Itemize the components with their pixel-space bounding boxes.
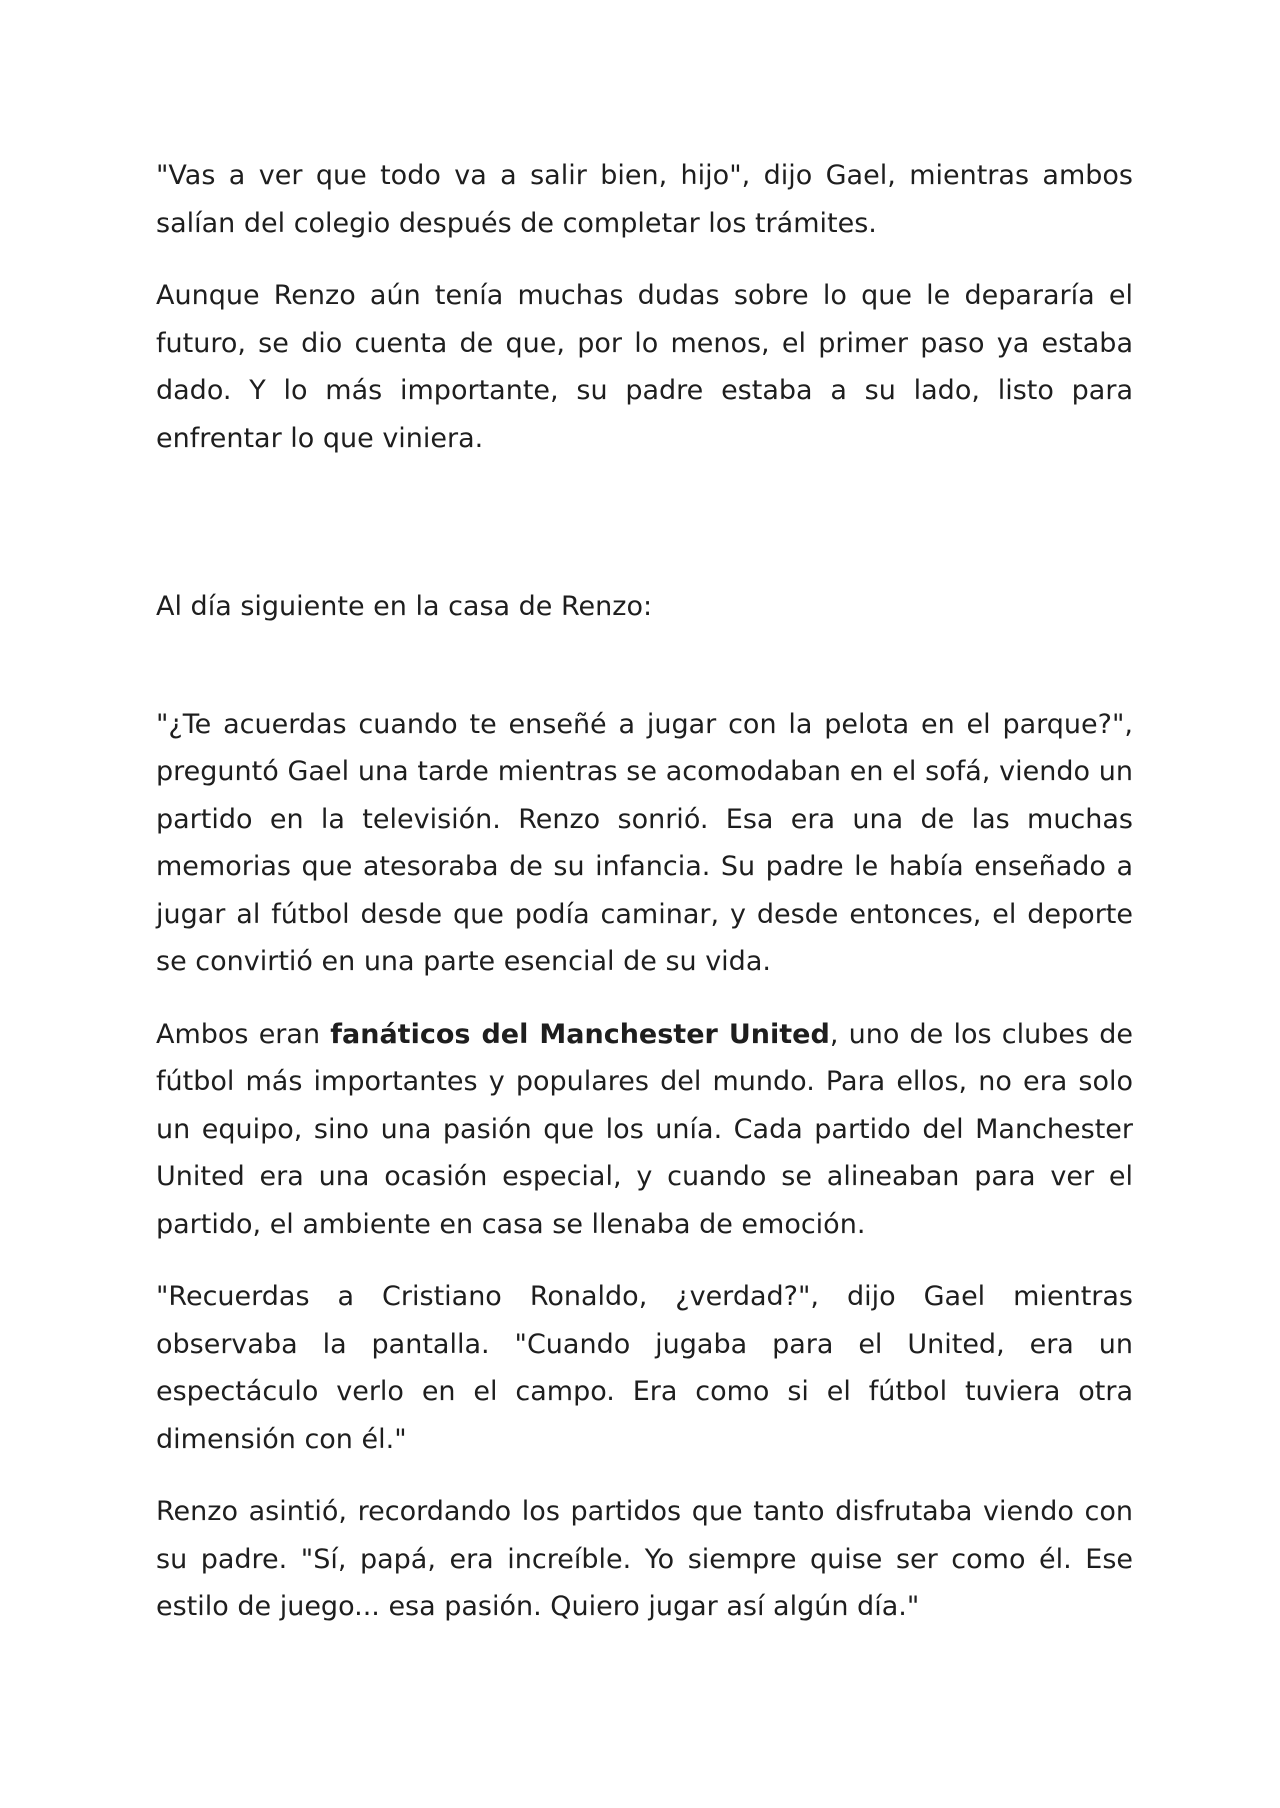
paragraph-4: [156, 1011, 1133, 1249]
paragraph-1: "Vas a ver que todo va a salir bien, hijo", dijo Gael, mientras ambos salían del colegio después de completar los trámites.: [156, 160, 1133, 239]
section-spacer: [156, 487, 1133, 583]
paragraph-4-start: Ambos eran: [156, 1018, 331, 1050]
paragraph-6: Renzo asintió, recordando los partidos que tanto disfrutaba viendo con su padre. "Sí, papá, era increíble. Yo siempre quise ser como él. Ese estilo de juego... esa pasión. Quiero jugar así algún día.": [156, 1496, 1133, 1622]
document-body: [156, 152, 1133, 1656]
paragraph-3: "¿Te acuerdas cuando te enseñé a jugar con la pelota en el parque?", preguntó Gael una tarde mientras se acomodaban en el sofá, viendo un partido en la televisión. Renzo sonrió. Esa era una de las muchas memorias que atesoraba de su infancia. Su padre le había enseñado a jugar al fútbol desde que podía caminar, y desde entonces, el deporte se convirtió en una parte esencial de su vida.: [156, 708, 1133, 977]
paragraph-4-end: , uno de los clubes de fútbol más importantes y populares del mundo. Para ellos, no era solo un equipo, sino una pasión que los unía. Cada partido del Manchester United era una ocasión especial, y cuando se alineaban para ver el partido, el ambiente en casa se llenaba de emoción.: [156, 1018, 1133, 1240]
section-spacer: [156, 656, 1133, 701]
scene-heading: Al día siguiente en la casa de Renzo:: [156, 591, 653, 622]
paragraph-2: Aunque Renzo aún tenía muchas dudas sobre lo que le depararía el futuro, se dio cuenta de que, por lo menos, el primer paso ya estaba dado. Y lo más importante, su padre estaba a su lado, listo para enfrentar lo que viniera.: [156, 280, 1133, 454]
bold-phrase: fanáticos del Manchester United: [330, 1018, 830, 1050]
paragraph-5: "Recuerdas a Cristiano Ronaldo, ¿verdad?", dijo Gael mientras observaba la pantalla. "Cuando jugaba para el United, era un espectáculo verlo en el campo. Era como si el fútbol tuviera otra dimensión con él.": [156, 1281, 1133, 1455]
